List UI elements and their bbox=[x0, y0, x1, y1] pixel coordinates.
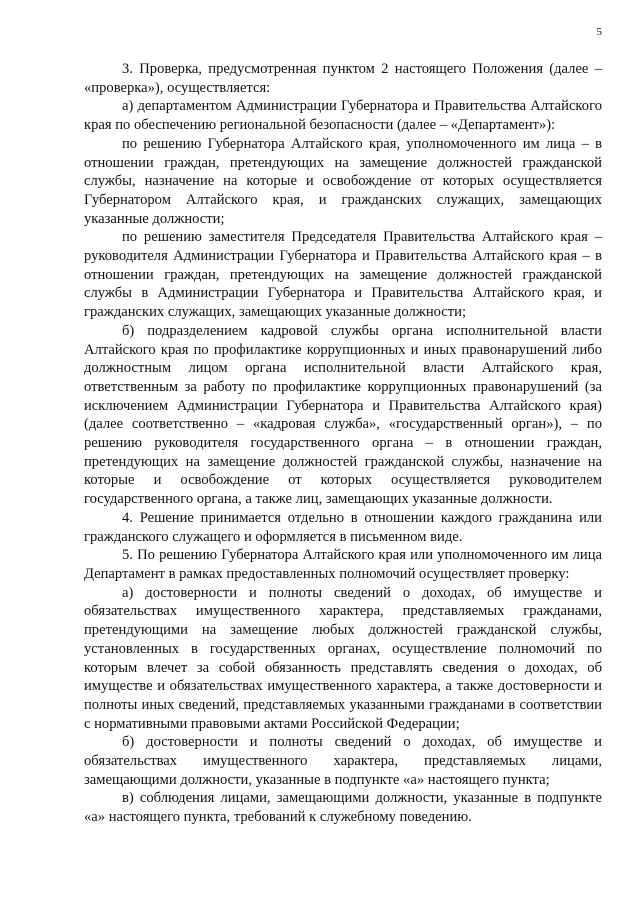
paragraph-5c-conduct: в) соблюдения лицами, замещающими должности, указанные в подпункте «а» настоящего пункта, требований к служебному поведению. bbox=[84, 790, 602, 826]
paragraph-3a-deputy-decision: по решению заместителя Председателя Правительства Алтайского края – руководителя Администрации Губернатора и Правительства Алтайского края – в отношении граждан, претендующих на замещение должностей гражданской службы в Администрации Губернатора и Правительства Алтайского края, и гражданских служащих, замещающих указанные должности; bbox=[84, 229, 602, 321]
paragraph-3b-hr-service: б) подразделением кадровой службы органа исполнительной власти Алтайского края по профилактике коррупционных и иных правонарушений либо должностным лицом органа исполнительной власти Алтайского края, ответственным за работу по профилактике коррупционных правонарушений (за исключением Администрации Губернатора и Правительства Алтайского края) (далее соответственно – «кадровая служба», «государственный орган»), – по решению руководителя государственного органа – в отношении граждан, претендующих на замещение должностей гражданской службы, назначение на которые и освобождение от которых осуществляется руководителем государственного органа, а также лиц, замещающих указанные должности. bbox=[84, 322, 602, 508]
paragraph-5b-officials-info: б) достоверности и полноты сведений о доходах, об имуществе и обязательствах имущественного характера, представляемых лицами, замещающими должности, указанные в подпункте «а» настоящего пункта; bbox=[84, 734, 602, 788]
paragraph-3a-governor-decision: по решению Губернатора Алтайского края, уполномоченного им лица – в отношении граждан, претендующих на замещение должностей гражданской службы, назначение на которые и освобождение от которых осуществляется Губернатором Алтайского края, и гражданских служащих, замещающих указанные должности; bbox=[84, 135, 602, 227]
paragraph-4-decision: 4. Решение принимается отдельно в отношении каждого гражданина или гражданского служащего и оформляется в письменном виде. bbox=[84, 509, 602, 545]
paragraph-3a-department: а) департаментом Администрации Губернатора и Правительства Алтайского края по обеспечению региональной безопасности (далее – «Департамент»): bbox=[84, 98, 602, 134]
document-body bbox=[84, 60, 602, 827]
paragraph-5-intro: 5. По решению Губернатора Алтайского края или уполномоченного им лица Департамент в рамках предоставленных полномочий осуществляет проверку: bbox=[84, 547, 602, 582]
paragraph-5a-citizens-info: а) достоверности и полноты сведений о доходах, об имуществе и обязательствах имущественного характера, представляемых гражданами, претендующими на замещение любых должностей гражданской службы, установленных в государственных органах, осуществление полномочий по которым влечет за собой обязанность представлять сведения о доходах, об имуществе и обязательствах имущественного характера, а также достоверности и полноты иных сведений, представляемых указанными гражданами в соответствии с нормативными правовыми актами Российской Федерации; bbox=[84, 584, 602, 732]
paragraph-3-intro: 3. Проверка, предусмотренная пунктом 2 настоящего Положения (далее – «проверка»), осуществляется: bbox=[84, 61, 602, 96]
page-number: 5 bbox=[596, 26, 602, 38]
